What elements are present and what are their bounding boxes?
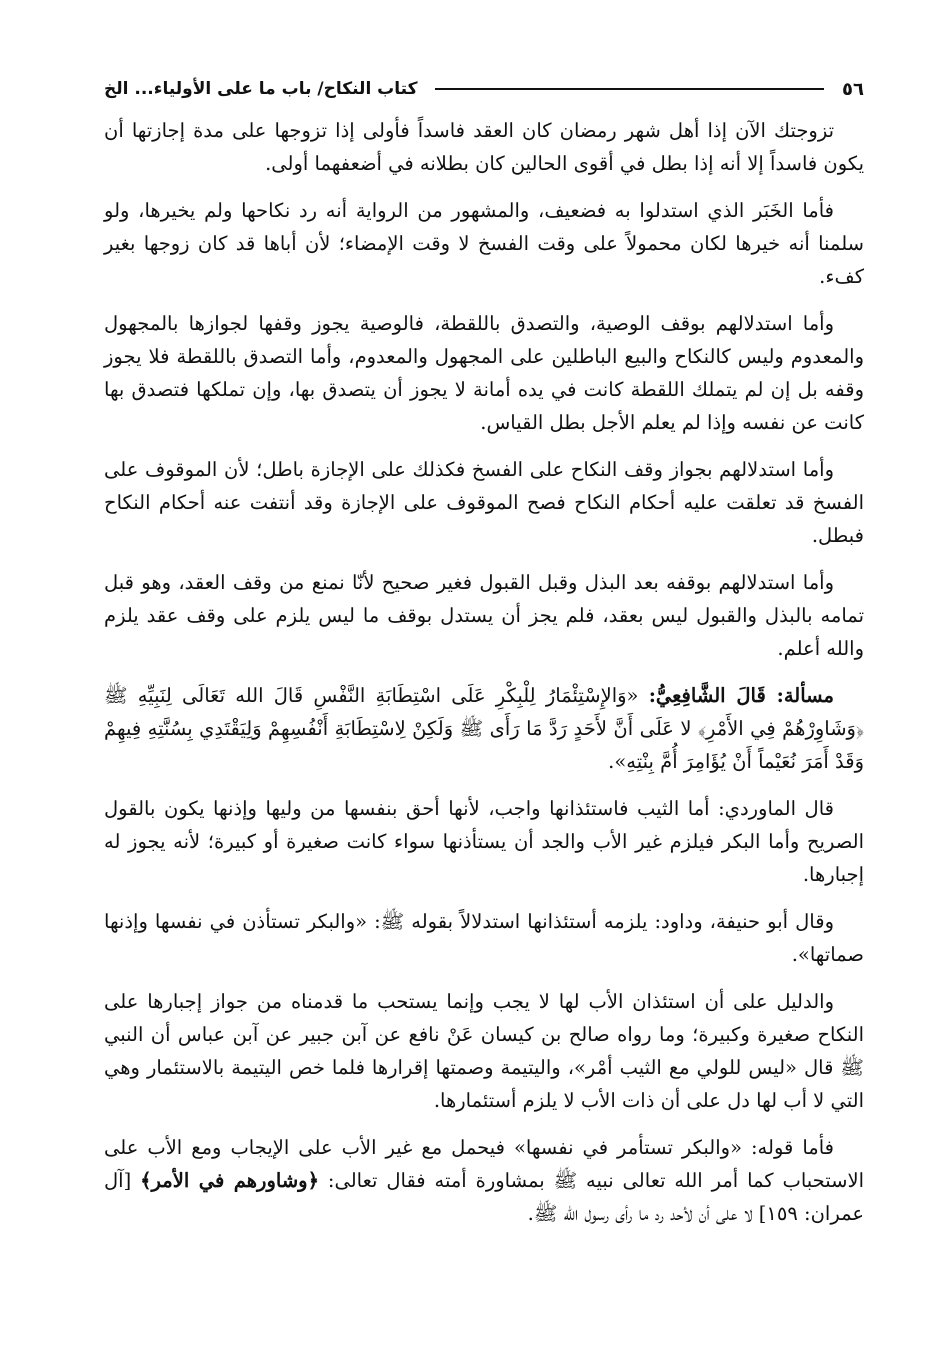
- paragraph: [104, 905, 864, 971]
- quran-quote: ﴿وشاورهم في الأمر﴾: [140, 1169, 320, 1192]
- paragraph-text: «وَالإِسْتِئْمَارُ لِلْبِكْرِ عَلَى اسْتِطَابَةِ النَّفْسِ قَالَ الله تَعَالَى لِنَبِيِّهِ ﷺ ﴿وَشَاوِرْهُمْ فِي الأَمْرِ﴾ لا عَلَى أَنَّ لأَحَدٍ رَدَّ مَا رَأَى ﷺ وَلَكِنْ لِاسْتِطَابَةِ أَنْفُسِهِمْ وَلِيَقْتَدِي بِسُنَّتِهِ فِيهِمْ وَقَدْ أَمَرَ نُعَيْماً أَنْ يُؤَامِرَ أُمَّ بِنْتِهِ».: [104, 684, 864, 773]
- paragraph-tail: [آل عمران: ١٥٩] لا على أن لأحد رد ما رأى رسول الله ﷺ.: [104, 1169, 864, 1225]
- paragraph-text: تزوجتك الآن إذا أهل شهر رمضان كان العقد فاسداً فأولى إذا تزوجها على مدة إجازتها أن يكون فاسداً إلا أنه إذا بطل في أقوى الحالين كان بطلانه في أضعفهما أولى.: [104, 119, 864, 175]
- paragraph: [104, 1131, 864, 1230]
- paragraph-text: والدليل على أن استئذان الأب لها لا يجب وإنما يستحب ما قدمناه من جواز إجبارها على النكاح صغيرة وكبيرة؛ وما رواه صالح بن كيسان عَنْ نافع عن آبن جبير عن آبن عباس أن النبي ﷺ قال «ليس للولي مع الثيب أمْر»، واليتيمة وصمتها إقرارها فلما خص اليتيمة بالاستئمار وهي التي لا أب لها دل على أن ذات الأب لا يلزم أستئمارها.: [104, 990, 864, 1112]
- page-header: [104, 72, 864, 106]
- paragraph-text: وأما استدلالهم بوقف الوصية، والتصدق باللقطة، فالوصية يجوز وقفها لجوازها بالمجهول والمعدوم وليس كالنكاح والبيع الباطلين على المجهول والمعدوم، وأما التصدق باللقطة فلا يجوز وقفه بل إن لم يتملك اللقطة كانت في يده أمانة لا يجوز أن يتصدق بها، وإن تملكها فتصدق بها كانت عن نفسه وإذا لم يعلم الأجل بطل القياس.: [104, 312, 864, 434]
- paragraph: [104, 194, 864, 293]
- paragraph: [104, 307, 864, 439]
- paragraph-text: وقال أبو حنيفة، وداود: يلزمه أستئذانها استدلالاً بقوله ﷺ: «والبكر تستأذن في نفسها وإذنها صماتها».: [104, 910, 864, 966]
- running-title: كتاب النكاح/ باب ما على الأولياء... الخ: [104, 79, 418, 99]
- masala-paragraph: [104, 679, 864, 778]
- paragraph-text: وأما استدلالهم بجواز وقف النكاح على الفسخ فكذلك على الإجازة باطل؛ لأن الموقوف على الفسخ قد تعلقت عليه أحكام النكاح فصح الموقوف على الإجازة وقد أنتفت عنه أحكام النكاح فبطل.: [104, 458, 864, 547]
- paragraph-text: فأما الخَبَر الذي استدلوا به فضعيف، والمشهور من الرواية أنه رد نكاحها ولم يخيرها، ولو سلمنا أنه خيرها لكان محمولاً على وقت الفسخ لا وقت الإمضاء؛ لأن أباها قد كان زوجها بغير كفء.: [104, 199, 864, 288]
- paragraph: [104, 114, 864, 180]
- page-number: ٥٦: [842, 78, 864, 100]
- masala-heading: مسألة: قَالَ الشَّافِعِيُّ:: [648, 684, 835, 707]
- paragraph-text: فأما قوله: «والبكر تستأمر في نفسها» فيحمل مع غير الأب على الإيجاب ومع الأب على الاستحباب كما أمر الله تعالى نبيه ﷺ بمشاورة أمته فقال تعالى:: [104, 1136, 864, 1192]
- paragraph: [104, 985, 864, 1117]
- paragraph-text: وأما استدلالهم بوقفه بعد البذل وقبل القبول فغير صحيح لأنّا نمنع من وقف العقد، وهو قبل تمامه بالبذل والقبول ليس بعقد، فلم يجز أن يستدل بوقف ما ليس يلزم على وقف عقد يلزم والله أعلم.: [104, 571, 864, 660]
- header-rule: [435, 88, 824, 90]
- paragraph: [104, 792, 864, 891]
- paragraph-text: قال الماوردي: أما الثيب فاستئذانها واجب، لأنها أحق بنفسها من وليها وإذنها يكون بالقول الصريح وأما البكر فيلزم غير الأب والجد أن يستأذنها سواء كانت صغيرة أو كبيرة؛ لأنه يجوز له إجبارها.: [104, 797, 864, 886]
- paragraph: [104, 453, 864, 552]
- paragraph: [104, 566, 864, 665]
